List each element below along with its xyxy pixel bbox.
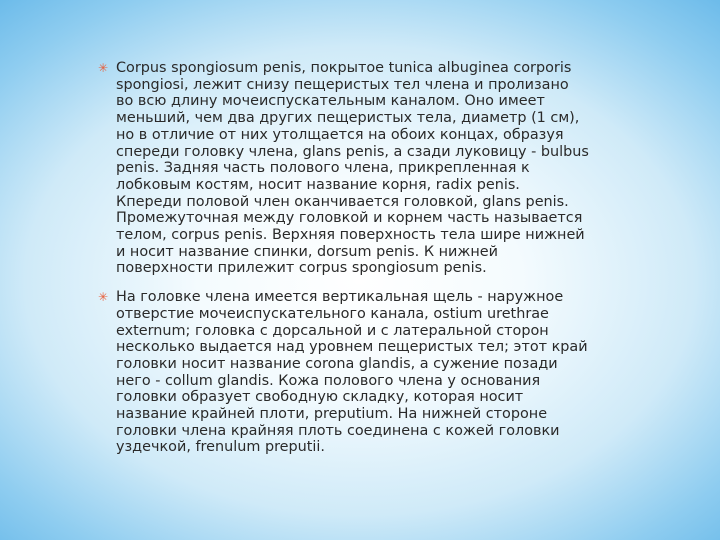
asterisk-bullet-icon: ✳ [98, 290, 109, 305]
bullet-text: На головке члена имеется вертикальная щель - наружное отверстие мочеиспускательного канала, ostium urethrae externum; головка с дорсальной и с латеральной сторон несколько выдается над уровнем пещеристых тел; этот край головки носит название corona glandis, а сужение позади него - collum glandis. Кожа полового члена у основания головки образует свободную складку, которая носит название крайней плоти, preputium. На нижней стороне головки члена крайняя плоть соединена с кожей головки уздечкой, frenulum preputii. [116, 289, 588, 456]
asterisk-bullet-icon: ✳ [98, 61, 109, 75]
bullet-item [96, 60, 590, 277]
slide-body [96, 60, 590, 468]
bullet-text: Corpus spongiosum penis, покрытое tunica albuginea corporis spongiosi, лежит снизу пещеристых тел члена и пролизано во всю длину мочеиспускательным каналом. Оно имеет меньший, чем два других пещеристых тела, диаметр (1 см), но в отличие от них утолщается на обоих концах, образуя спереди головку члена, glans penis, а сзади луковицу - bulbus penis. Задняя часть полового члена, прикрепленная к лобковым костям, носит название корня, radix penis. Кпереди половой член оканчивается головкой, glans penis. Промежуточная между головкой и корнем часть называется телом, corpus penis. Верхняя поверхность тела шире нижней и носит название спинки, dorsum penis. К нижней поверхности прилежит corpus spongiosum penis. [116, 60, 589, 277]
bullet-item [96, 289, 590, 456]
